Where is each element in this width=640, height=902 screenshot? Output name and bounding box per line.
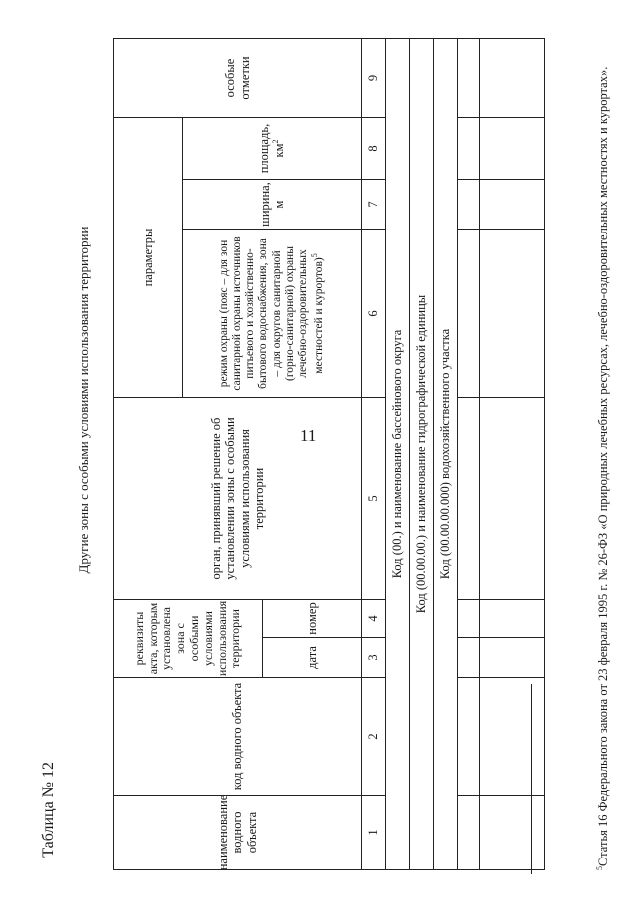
header-area [182,117,362,180]
header-params: параметры [113,117,183,398]
col-number-2: 2 [361,677,386,796]
header-area-text: площадь, км [257,123,287,174]
header-width: ширина, м [182,179,362,230]
code-row-water-section: Код (00.00.00.000) водохозяйственного участка [433,38,458,870]
header-notes: особые отметки [113,38,362,118]
area-exponent: 2 [271,139,281,144]
col-number-1: 1 [361,795,386,870]
header-name: наименование водного объекта [113,795,362,870]
header-date: дата [262,637,362,678]
page-number: 11 [300,426,317,445]
header-authority: орган, принявший решение об установлении зоны с особыми условиями использования территории [113,397,362,600]
col-number-6: 6 [361,229,386,398]
footnote-text: Статья 16 Федерального закона от 23 февраля 1995 г. № 26-ФЗ «О природных лечебных ресурсах, лечебно-оздоровительных местностях и курортах». [596,66,611,866]
footnote [595,38,612,870]
footnote-ref: 5 [310,253,320,258]
col-number-7: 7 [361,179,386,230]
col-number-4: 4 [361,599,386,638]
header-number: номер [262,599,362,638]
col-number-3: 3 [361,637,386,678]
data-table [113,38,545,870]
code-row-basin: Код (00.) и наименование бассейнового округа [385,38,410,870]
header-regime-text: режим охраны (пояс – для зон санитарной охраны источников питьевого и хозяйственно-бытового водоснабжения, зона – для округов санитарной (горно-санитарной) охраны лечебно-оздоровительных местностей и курортов) [217,236,326,391]
code-row-hydro-unit: Код (00.00.00.) и наименование гидрографической единицы [409,38,434,870]
table-label: Таблица № 12 [40,762,57,858]
table-title: Другие зоны с особыми условиями использования территории [76,226,91,574]
col-number-9: 9 [361,38,386,118]
footnote-mark: 5 [594,866,604,870]
col-number-5: 5 [361,397,386,600]
header-code: код водного объекта [113,677,362,796]
header-regime [182,229,362,398]
col-number-8: 8 [361,117,386,180]
header-requisites: реквизиты акта, которым установлена зона с особыми условиями использования территории [113,599,263,678]
footnote-rule [531,684,532,874]
